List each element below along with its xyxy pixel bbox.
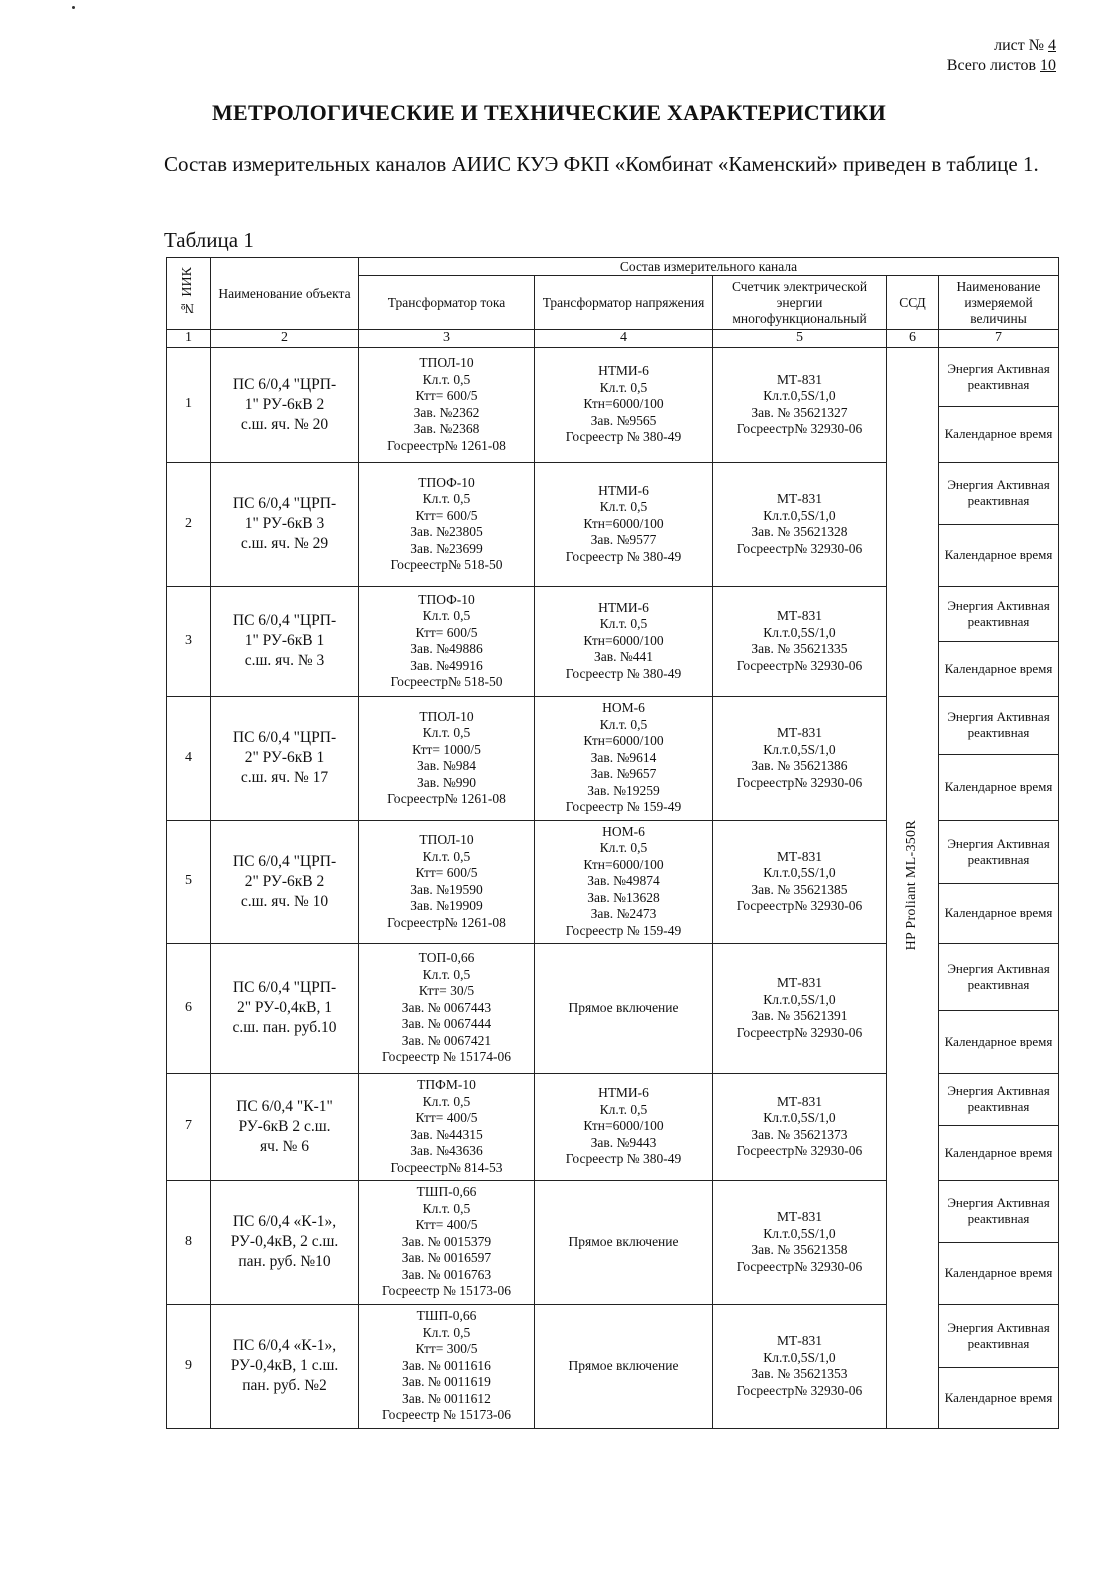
voltage-transformer (535, 1180, 713, 1304)
voltage-transformer-line: Зав. №9614 (590, 749, 657, 765)
quantity-energy: Энергия Активная реактивная (939, 943, 1059, 1010)
object-name-line: ПС 6/0,4 «К-1», (232, 1337, 337, 1354)
object-name-line: РУ-6кВ 2 с.ш. (238, 1117, 331, 1135)
energy-meter (713, 347, 887, 462)
voltage-transformer-line: Госреестр № 159-49 (565, 922, 682, 938)
object-name-line: 2" РУ-6кВ 1 (244, 749, 325, 766)
row-number: 9 (167, 1304, 211, 1428)
voltage-transformer-line: НТМИ-6 (598, 482, 649, 498)
current-transformer-line: Зав. № 0016763 (401, 1266, 492, 1282)
current-transformer-line: Зав. № 0067444 (401, 1016, 492, 1032)
row-number: 6 (167, 943, 211, 1073)
object-name-line: с.ш. яч. № 29 (240, 535, 329, 552)
sheet-label: лист № (994, 37, 1044, 54)
current-transformer-line: Кл.т. 0,5 (422, 725, 471, 740)
current-transformer-line: Зав. №44315 (410, 1126, 483, 1142)
energy-meter (713, 1180, 887, 1304)
current-transformer (359, 1180, 535, 1304)
energy-meter-line: Госреестр№ 32930-06 (736, 1143, 863, 1158)
voltage-transformer-line: НТМИ-6 (598, 363, 649, 379)
energy-meter-line: Кл.т.0,5S/1,0 (763, 865, 836, 880)
current-transformer-line: Зав. № 0067421 (401, 1032, 492, 1048)
current-transformer-line: Зав. № 0016597 (401, 1250, 492, 1266)
object-name-line: 1" РУ-6кВ 1 (244, 632, 325, 649)
energy-meter-line: Госреестр№ 32930-06 (736, 657, 863, 673)
energy-meter-line: Зав. № 35621386 (751, 758, 848, 773)
voltage-transformer-line: Ктн=6000/100 (583, 632, 664, 648)
object-name (211, 820, 359, 943)
voltage-transformer-line: Ктн=6000/100 (583, 1118, 664, 1134)
current-transformer-line: Ктт= 30/5 (418, 983, 475, 999)
current-transformer-line: ТОП-0,66 (418, 950, 475, 966)
current-transformer-line: ТШП-0,66 (416, 1184, 477, 1200)
quantity-energy: Энергия Активная реактивная (939, 820, 1059, 883)
row-number: 3 (167, 586, 211, 696)
object-name-line: яч. № 6 (259, 1137, 310, 1155)
current-transformer-line: Госреестр№ 1261-08 (387, 437, 506, 453)
energy-meter (713, 820, 887, 943)
quantity-time: Календарное время (939, 883, 1059, 943)
object-name (211, 943, 359, 1073)
object-name-line: ПС 6/0,4 "ЦРП- (232, 375, 337, 393)
object-name-line: РУ-0,4кВ, 1 с.ш. (230, 1357, 339, 1374)
quantity-time: Календарное время (939, 641, 1059, 696)
col-number: 4 (535, 330, 713, 348)
quantity-energy: Энергия Активная реактивная (939, 1073, 1059, 1125)
quantity-energy: Энергия Активная реактивная (939, 586, 1059, 641)
current-transformer (359, 820, 535, 943)
energy-meter-line: Зав. № 35621391 (751, 1008, 848, 1023)
header-ct: Трансформатор тока (359, 276, 535, 330)
voltage-transformer (535, 347, 713, 462)
energy-meter-line: МТ-831 (777, 491, 822, 506)
current-transformer-line: ТПОЛ-10 (419, 355, 474, 370)
quantity-time: Календарное время (939, 1125, 1059, 1180)
object-name-line: РУ-0,4кВ, 2 с.ш. (230, 1233, 339, 1250)
current-transformer (359, 1304, 535, 1428)
quantity-time: Календарное время (939, 1242, 1059, 1304)
energy-meter-line: Госреестр№ 32930-06 (736, 540, 863, 556)
current-transformer-line: Зав. № 0011619 (402, 1374, 491, 1390)
current-transformer-line: Ктт= 300/5 (415, 1341, 478, 1357)
current-transformer-line: Госреестр № 15173-06 (382, 1407, 511, 1423)
quantity-energy: Энергия Активная реактивная (939, 462, 1059, 524)
energy-meter-line: МТ-831 (777, 1333, 822, 1348)
header-quantity: Наименование измеряемой величины (939, 276, 1059, 330)
energy-meter-line: Зав. № 35621353 (751, 1366, 848, 1381)
current-transformer-line: Кл.т. 0,5 (422, 1200, 471, 1216)
object-name-line: с.ш. яч. № 17 (240, 769, 329, 786)
object-name-line: с.ш. яч. № 3 (244, 652, 325, 669)
current-transformer-line: Ктт= 400/5 (415, 1217, 478, 1233)
object-name (211, 462, 359, 586)
object-name-line: 1" РУ-6кВ 2 (244, 395, 325, 413)
current-transformer-line: ТПОЛ-10 (419, 832, 474, 847)
quantity-energy: Энергия Активная реактивная (939, 347, 1059, 406)
energy-meter-line: Зав. № 35621328 (751, 524, 848, 539)
voltage-transformer-line: Госреестр № 380-49 (565, 548, 682, 564)
voltage-transformer (535, 1304, 713, 1428)
total-no: 10 (1040, 57, 1056, 74)
page-title: МЕТРОЛОГИЧЕСКИЕ И ТЕХНИЧЕСКИЕ ХАРАКТЕРИСТИКИ (211, 100, 887, 125)
energy-meter (713, 1304, 887, 1428)
voltage-transformer (535, 943, 713, 1073)
row-number: 2 (167, 462, 211, 586)
current-transformer-line: ТПОФ-10 (418, 591, 475, 607)
current-transformer-line: Зав. № 0011616 (402, 1357, 491, 1373)
current-transformer (359, 1073, 535, 1180)
object-name (211, 1304, 359, 1428)
voltage-transformer-line: Прямое включение (568, 999, 679, 1015)
energy-meter-line: Госреестр№ 32930-06 (736, 774, 863, 790)
voltage-transformer-line: Кл.т. 0,5 (599, 616, 648, 632)
energy-meter-line: Госреестр№ 32930-06 (736, 1382, 863, 1398)
energy-meter-line: Госреестр№ 32930-06 (736, 421, 863, 436)
current-transformer (359, 586, 535, 696)
voltage-transformer-line: Прямое включение (568, 1233, 679, 1249)
object-name-line: ПС 6/0,4 «К-1», (232, 1213, 337, 1230)
energy-meter-line: Кл.т.0,5S/1,0 (763, 388, 836, 403)
current-transformer-line: Госреестр№ 518-50 (390, 674, 503, 689)
current-transformer (359, 943, 535, 1073)
energy-meter (713, 586, 887, 696)
energy-meter-line: Госреестр№ 32930-06 (736, 1024, 863, 1040)
ssd-value: HP Proliant ML-350R (904, 820, 920, 951)
object-name (211, 586, 359, 696)
current-transformer-line: Госреестр № 15174-06 (382, 1049, 511, 1065)
current-transformer-line: Зав. №49886 (410, 641, 483, 656)
col-number: 3 (359, 330, 535, 348)
current-transformer-line: Зав. № 0011612 (402, 1390, 491, 1406)
col-number: 5 (713, 330, 887, 348)
voltage-transformer (535, 462, 713, 586)
voltage-transformer-line: Зав. №13628 (587, 889, 660, 905)
current-transformer-line: ТПФМ-10 (417, 1077, 476, 1092)
energy-meter (713, 462, 887, 586)
current-transformer-line: Зав. №990 (416, 774, 476, 790)
energy-meter-line: МТ-831 (777, 608, 822, 623)
current-transformer-line: Зав. № 0067443 (401, 999, 492, 1015)
current-transformer-line: Ктт= 600/5 (415, 507, 478, 523)
header-iik-text: № ИИК (180, 267, 196, 316)
col-number: 7 (939, 330, 1059, 348)
energy-meter (713, 696, 887, 820)
voltage-transformer-line: Ктн=6000/100 (583, 515, 664, 531)
row-number: 4 (167, 696, 211, 820)
voltage-transformer (535, 820, 713, 943)
current-transformer-line: Зав. №23699 (410, 540, 483, 556)
energy-meter-line: Зав. № 35621327 (751, 404, 848, 420)
energy-meter-line: МТ-831 (777, 725, 822, 740)
object-name (211, 696, 359, 820)
header-object: Наименование объекта (211, 258, 359, 330)
object-name-line: ПС 6/0,4 "К-1" (236, 1097, 333, 1115)
voltage-transformer-line: Кл.т. 0,5 (599, 499, 648, 515)
voltage-transformer-line: Зав. №9657 (590, 766, 657, 782)
voltage-transformer-line: Ктн=6000/100 (583, 856, 664, 872)
intro-paragraph: Состав измерительных каналов АИИС КУЭ ФКП «Комбинат «Каменский» приведен в таблице 1. (164, 152, 1039, 176)
current-transformer-line: Зав. №23805 (410, 524, 483, 539)
current-transformer-line: Ктт= 600/5 (415, 865, 478, 880)
object-name (211, 1073, 359, 1180)
object-name-line: ПС 6/0,4 "ЦРП- (232, 852, 337, 870)
row-number: 5 (167, 820, 211, 943)
current-transformer-line: Зав. №43636 (410, 1143, 483, 1158)
table-caption: Таблица 1 (164, 228, 254, 252)
energy-meter-line: Кл.т.0,5S/1,0 (763, 1349, 836, 1365)
table-row (167, 347, 1059, 406)
quantity-energy: Энергия Активная реактивная (939, 696, 1059, 754)
voltage-transformer (535, 1073, 713, 1180)
current-transformer (359, 696, 535, 820)
current-transformer-line: Зав. №19909 (410, 898, 483, 913)
object-name (211, 1180, 359, 1304)
header-iik (167, 258, 211, 330)
row-number: 1 (167, 347, 211, 462)
object-name-line: 1" РУ-6кВ 3 (244, 515, 325, 532)
sheet-number (947, 36, 1056, 56)
sheet-no: 4 (1048, 37, 1056, 54)
current-transformer-line: Госреестр№ 1261-08 (387, 791, 506, 806)
energy-meter-line: МТ-831 (777, 1093, 822, 1109)
voltage-transformer-line: НОМ-6 (602, 700, 645, 716)
object-name-line: с.ш. яч. № 10 (240, 892, 329, 910)
voltage-transformer-line: Госреестр № 159-49 (565, 799, 682, 815)
quantity-time: Календарное время (939, 524, 1059, 586)
energy-meter-line: Зав. № 35621358 (751, 1242, 848, 1257)
voltage-transformer-line: Кл.т. 0,5 (599, 716, 648, 732)
quantity-time: Календарное время (939, 754, 1059, 820)
voltage-transformer-line: Зав. №9565 (590, 412, 657, 428)
voltage-transformer-line: НТМИ-6 (598, 1085, 649, 1101)
object-name-line: пан. руб. №10 (238, 1253, 331, 1270)
object-name-line: с.ш. пан. руб.10 (232, 1019, 337, 1036)
channels-table (166, 257, 1059, 1429)
voltage-transformer-line: Зав. №19259 (587, 782, 660, 798)
object-name-line: 2" РУ-6кВ 2 (244, 872, 325, 890)
current-transformer-line: Ктт= 600/5 (415, 624, 478, 640)
ssd-cell (887, 347, 939, 1428)
current-transformer-line: Кл.т. 0,5 (422, 1324, 471, 1340)
energy-meter-line: Госреестр№ 32930-06 (736, 898, 863, 913)
voltage-transformer-line: Кл.т. 0,5 (599, 379, 648, 395)
current-transformer-line: Госреестр№ 1261-08 (387, 914, 506, 930)
voltage-transformer-line: Зав. №9443 (590, 1134, 657, 1150)
current-transformer-line: ТПОФ-10 (418, 474, 475, 490)
sheet-number-block (947, 36, 1056, 76)
current-transformer-line: Зав. №984 (416, 758, 476, 773)
voltage-transformer-line: Госреестр № 380-49 (565, 429, 682, 445)
voltage-transformer-line: НТМИ-6 (598, 599, 649, 615)
current-transformer-line: Зав. №19590 (410, 881, 483, 897)
header-meter: Счетчик электрической энергии многофункциональный (713, 276, 887, 330)
object-name-line: ПС 6/0,4 "ЦРП- (232, 495, 337, 512)
voltage-transformer-line: Ктн=6000/100 (583, 396, 664, 412)
current-transformer-line: Кл.т. 0,5 (422, 371, 471, 387)
energy-meter-line: Кл.т.0,5S/1,0 (763, 507, 836, 523)
quantity-time: Календарное время (939, 1367, 1059, 1428)
quantity-time: Календарное время (939, 406, 1059, 462)
current-transformer-line: Кл.т. 0,5 (422, 491, 471, 506)
object-name (211, 347, 359, 462)
current-transformer-line: Ктт= 400/5 (415, 1110, 478, 1125)
quantity-energy: Энергия Активная реактивная (939, 1180, 1059, 1242)
object-name-line: ПС 6/0,4 "ЦРП- (232, 979, 337, 996)
quantity-time: Календарное время (939, 1010, 1059, 1073)
current-transformer-line: ТШП-0,66 (416, 1308, 477, 1324)
total-label: Всего листов (946, 57, 1036, 74)
voltage-transformer-line: Прямое включение (568, 1357, 679, 1373)
voltage-transformer-line: Зав. №49874 (587, 873, 660, 889)
energy-meter-line: МТ-831 (777, 1209, 822, 1224)
header-vt: Трансформатор напряжения (535, 276, 713, 330)
energy-meter-line: Кл.т.0,5S/1,0 (763, 624, 836, 640)
voltage-transformer-line: Госреестр № 380-49 (565, 1151, 682, 1167)
voltage-transformer-line: Зав. №441 (593, 649, 653, 665)
header-group: Состав измерительного канала (359, 258, 1059, 276)
current-transformer-line: Ктт= 1000/5 (412, 741, 481, 757)
object-name-line: 2" РУ-0,4кВ, 1 (236, 999, 333, 1016)
col-number: 6 (887, 330, 939, 348)
current-transformer-line: Госреестр№ 814-53 (390, 1159, 503, 1175)
object-name-line: ПС 6/0,4 "ЦРП- (232, 729, 337, 746)
voltage-transformer-line: Зав. №2473 (590, 906, 657, 922)
energy-meter-line: Кл.т.0,5S/1,0 (763, 1110, 836, 1125)
voltage-transformer (535, 696, 713, 820)
voltage-transformer-line: Кл.т. 0,5 (599, 840, 648, 856)
header-ssd: ССД (887, 276, 939, 330)
energy-meter (713, 943, 887, 1073)
current-transformer (359, 462, 535, 586)
current-transformer-line: Кл.т. 0,5 (422, 1093, 471, 1109)
current-transformer-line: Госреестр № 15173-06 (382, 1283, 511, 1299)
current-transformer-line: Кл.т. 0,5 (422, 966, 471, 982)
current-transformer (359, 347, 535, 462)
energy-meter-line: МТ-831 (777, 371, 822, 387)
current-transformer-line: Зав. № 0015379 (401, 1233, 492, 1249)
current-transformer-line: ТПОЛ-10 (419, 708, 474, 724)
energy-meter-line: Зав. № 35621385 (751, 881, 848, 897)
current-transformer-line: Зав. №2362 (413, 404, 480, 420)
voltage-transformer-line: НОМ-6 (602, 823, 645, 839)
object-name-line: пан. руб. №2 (242, 1377, 327, 1394)
energy-meter-line: Кл.т.0,5S/1,0 (763, 741, 836, 757)
table-body (167, 347, 1059, 1428)
row-number: 7 (167, 1073, 211, 1180)
column-number-row (167, 330, 1059, 348)
voltage-transformer-line: Зав. №9577 (590, 532, 657, 548)
energy-meter-line: МТ-831 (777, 975, 822, 990)
current-transformer-line: Кл.т. 0,5 (422, 848, 471, 864)
current-transformer-line: Зав. №49916 (410, 657, 483, 673)
col-number: 1 (167, 330, 211, 348)
scan-speck (72, 6, 75, 9)
energy-meter-line: МТ-831 (777, 848, 822, 864)
current-transformer-line: Кл.т. 0,5 (422, 608, 471, 623)
row-number: 8 (167, 1180, 211, 1304)
energy-meter-line: Кл.т.0,5S/1,0 (763, 1225, 836, 1241)
current-transformer-line: Госреестр№ 518-50 (390, 557, 503, 572)
energy-meter-line: Зав. № 35621335 (751, 641, 848, 656)
energy-meter (713, 1073, 887, 1180)
object-name-line: ПС 6/0,4 "ЦРП- (232, 612, 337, 629)
object-name-line: с.ш. яч. № 20 (240, 415, 329, 433)
current-transformer-line: Ктт= 600/5 (415, 388, 478, 403)
voltage-transformer-line: Кл.т. 0,5 (599, 1101, 648, 1117)
sheet-total (947, 56, 1056, 76)
quantity-energy: Энергия Активная реактивная (939, 1304, 1059, 1367)
energy-meter-line: Зав. № 35621373 (751, 1126, 848, 1142)
energy-meter-line: Госреестр№ 32930-06 (736, 1258, 863, 1274)
voltage-transformer (535, 586, 713, 696)
voltage-transformer-line: Госреестр № 380-49 (565, 665, 682, 681)
current-transformer-line: Зав. №2368 (413, 421, 480, 436)
col-number: 2 (211, 330, 359, 348)
energy-meter-line: Кл.т.0,5S/1,0 (763, 991, 836, 1007)
voltage-transformer-line: Ктн=6000/100 (583, 733, 664, 749)
